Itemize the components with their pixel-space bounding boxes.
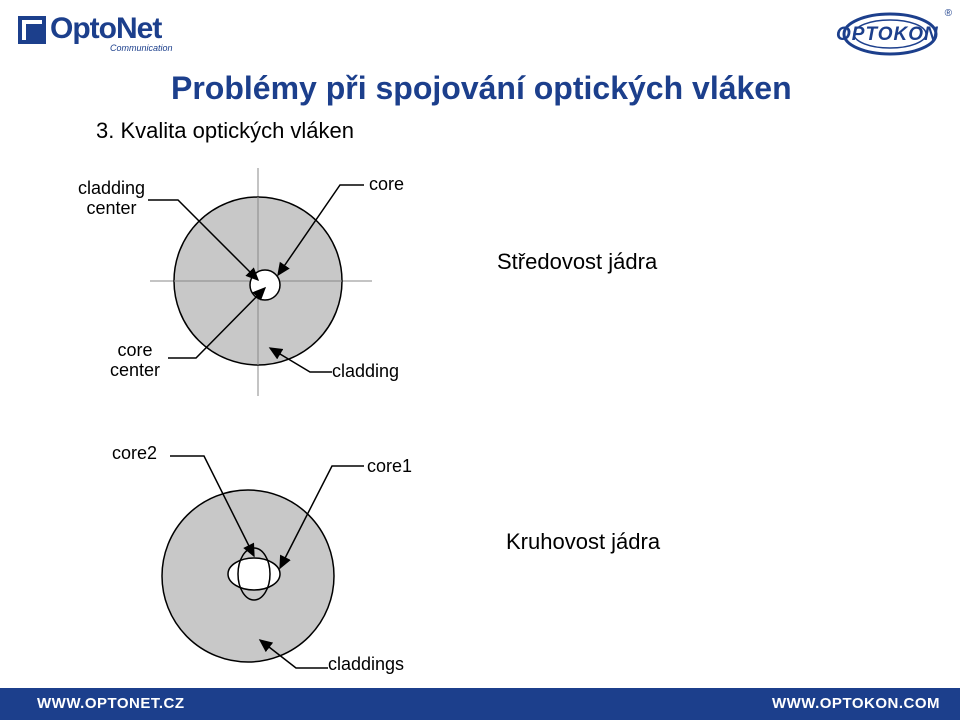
registered-mark: ® — [944, 8, 952, 19]
core-circle — [250, 270, 280, 300]
core2-label: core2 — [112, 443, 158, 463]
footer-link-optokon[interactable]: WWW.OPTOKON.COM — [771, 695, 940, 712]
circularity-caption: Kruhovost jádra — [506, 529, 661, 554]
cladding-center-label-line1: cladding — [78, 178, 146, 198]
fiber-diagrams — [0, 160, 960, 680]
footer-bar — [0, 688, 960, 720]
cladding-center-label-line2: center — [86, 198, 137, 218]
optonet-logo-subtitle: Communication — [110, 43, 173, 53]
cladding-center-label — [78, 178, 145, 218]
core-label: core — [369, 174, 405, 194]
page-title: Problémy při spojování optických vláken — [171, 70, 792, 106]
section-subtitle: 3. Kvalita optických vláken — [96, 118, 355, 143]
core-center-label-line1: core — [117, 340, 153, 360]
core-center-label — [110, 340, 160, 380]
optokon-logo — [834, 8, 952, 56]
optonet-logo-square-icon — [26, 24, 42, 40]
core-center-label-line2: center — [110, 360, 161, 380]
concentricity-caption: Středovost jádra — [497, 249, 658, 274]
cladding-label: cladding — [332, 361, 400, 381]
core1-ellipse — [228, 558, 280, 590]
core1-label: core1 — [367, 456, 413, 476]
claddings-label: claddings — [328, 654, 405, 674]
footer-link-optonet[interactable]: WWW.OPTONET.CZ — [37, 695, 185, 712]
optokon-logo-name: OPTOKON — [836, 24, 939, 45]
optonet-logo-name: OptoNet — [50, 12, 162, 45]
circularity-diagram — [162, 456, 364, 668]
optonet-logo — [18, 12, 178, 52]
